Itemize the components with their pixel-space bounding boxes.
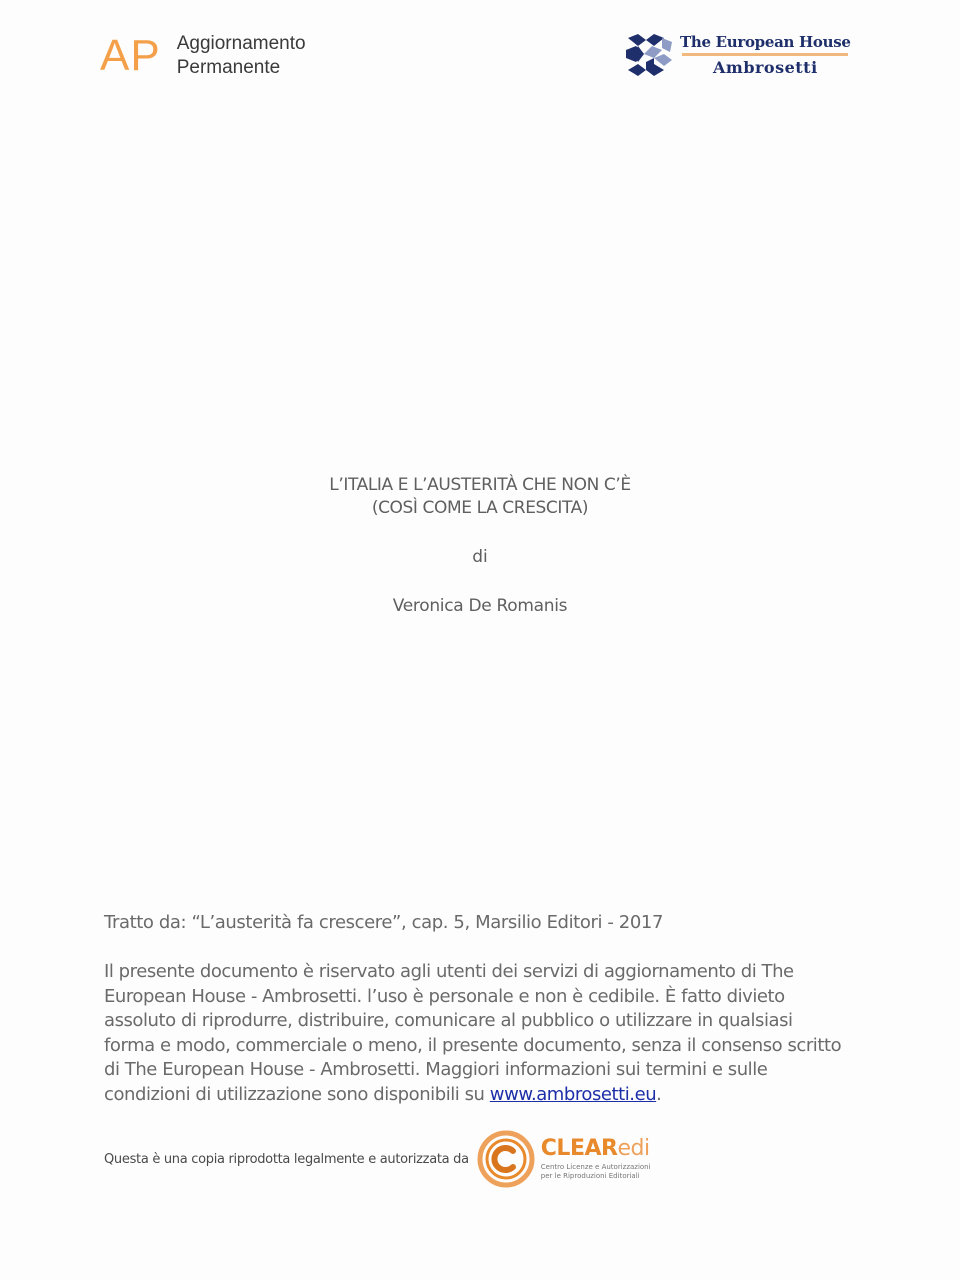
teha-logo-divider xyxy=(682,53,848,56)
teha-logo-line2: Ambrosetti xyxy=(712,58,818,77)
ap-logo-mark: AP xyxy=(100,31,161,80)
clearedi-logo xyxy=(541,1137,651,1181)
legal-notice xyxy=(104,960,844,1107)
clearedi-subtitle xyxy=(541,1163,651,1181)
clearedi-subtitle-line1: Centro Licenze e Autorizzazioni xyxy=(540,1163,651,1171)
clearedi-name-light: edi xyxy=(617,1136,650,1161)
clearedi-footer xyxy=(104,1130,651,1188)
legal-copy-notice: Questa è una copia riprodotta legalmente e autorizzata da xyxy=(104,1151,469,1167)
ap-logo-line1: Aggiornamento xyxy=(176,33,306,54)
aggiornamento-permanente-logo xyxy=(100,32,306,80)
author-name: Veronica De Romanis xyxy=(392,596,568,616)
ap-logo-line2: Permanente xyxy=(176,57,281,78)
clearedi-name xyxy=(541,1137,651,1161)
clearedi-c-icon xyxy=(477,1130,535,1188)
ambrosetti-website-link[interactable]: www.ambrosetti.eu xyxy=(489,1083,657,1105)
european-house-ambrosetti-logo xyxy=(624,32,851,78)
legal-notice-trailing: . xyxy=(656,1083,662,1105)
document-title-line2: (COSÌ COME LA CRESCITA) xyxy=(371,498,589,518)
teha-knot-icon xyxy=(624,32,676,78)
source-citation: Tratto da: “L’austerità fa crescere”, cap. 5, Marsilio Editori - 2017 xyxy=(104,912,663,933)
by-label: di xyxy=(472,547,488,567)
teha-logo-line1: The European House xyxy=(680,33,851,51)
clearedi-subtitle-line2: per le Riproduzioni Editoriali xyxy=(540,1172,640,1180)
clearedi-name-bold: CLEAR xyxy=(540,1136,618,1161)
teha-logo-text xyxy=(680,32,851,78)
ap-logo-text xyxy=(177,32,306,80)
document-title-line1: L’ITALIA E L’AUSTERITÀ CHE NON C’È xyxy=(329,475,631,495)
legal-notice-text: Il presente documento è riservato agli utenti dei servizi di aggiornamento di The European House - Ambrosetti. l’uso è personale e non è cedibile. È fatto divieto assoluto di riprodurre, distribuire, comunicare al pubblico o utilizzare in qualsiasi forma e modo, commerciale o meno, il presente documento, senza il consenso scritto di The European House - Ambrosetti. Maggiori informazioni sui termini e sulle condizioni di utilizzazione sono disponibili su xyxy=(104,961,842,1105)
title-block xyxy=(0,474,960,618)
